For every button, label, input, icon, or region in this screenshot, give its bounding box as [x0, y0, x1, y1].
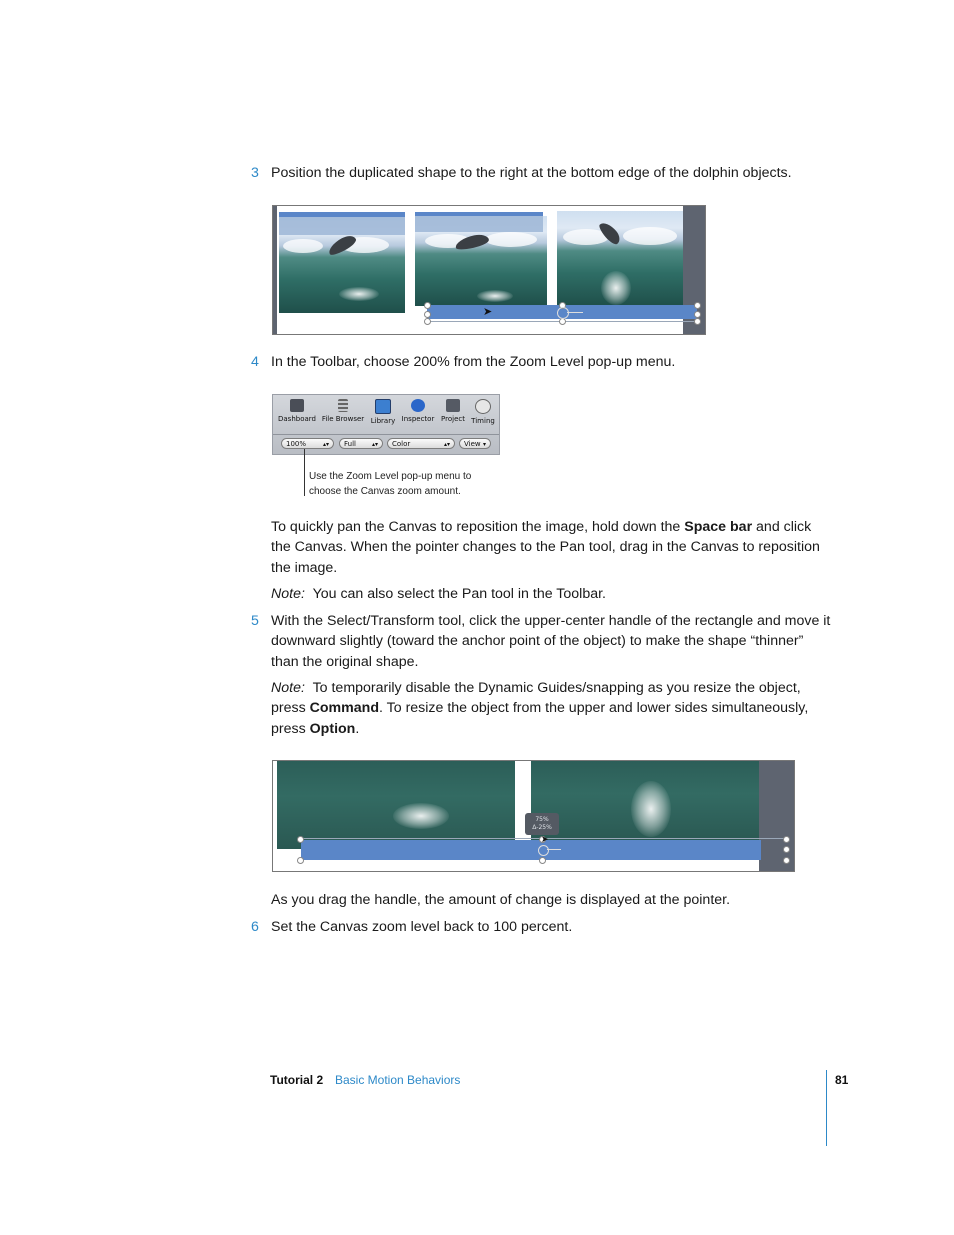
footer-chapter-label: Tutorial 2 [270, 1073, 324, 1087]
chevron-down-icon: ▾ [482, 441, 486, 448]
dolphin-frame [415, 216, 547, 306]
resize-tooltip: 75% Δ-25% [525, 813, 559, 835]
updown-arrow-icon: ▴▾ [371, 441, 378, 448]
project-icon [446, 399, 460, 412]
step-number: 4 [251, 354, 259, 370]
file-browser-icon [338, 399, 348, 412]
toolbar-item-file-browser[interactable]: File Browser [319, 399, 367, 423]
resolution-popup[interactable]: Full ▴▾ [339, 438, 383, 449]
resized-shape [301, 840, 761, 860]
toolbar-item-timing[interactable]: Timing [469, 399, 497, 425]
toolbar-item-inspector[interactable]: Inspector [399, 399, 437, 423]
zoomed-canvas-figure [272, 760, 795, 872]
toolbar-item-library[interactable]: Library [369, 399, 397, 425]
pointer-icon: ➤ [483, 306, 493, 318]
dolphin-canvas-figure [272, 205, 706, 335]
step-text: Position the duplicated shape to the right at the bottom edge of the dolphin objects. [271, 165, 792, 181]
updown-arrow-icon: ▴▾ [443, 441, 450, 448]
zoom-level-popup[interactable]: 100% ▴▾ [281, 438, 334, 449]
drag-paragraph: As you drag the handle, the amount of change is displayed at the pointer. [271, 892, 731, 908]
step-text: In the Toolbar, choose 200% from the Zoom Level pop-up menu. [271, 354, 676, 370]
step-number: 3 [251, 165, 259, 181]
dolphin-frame [279, 217, 405, 313]
timing-icon [475, 399, 491, 414]
inspector-icon [411, 399, 425, 412]
dolphin-frame [277, 761, 515, 849]
channels-popup[interactable]: Color ▴▾ [387, 438, 455, 449]
step-number: 6 [251, 919, 259, 935]
library-icon [375, 399, 391, 414]
step-text: Set the Canvas zoom level back to 100 percent. [271, 919, 573, 935]
view-popup[interactable]: View ▾ [459, 438, 491, 449]
callout-text: Use the Zoom Level pop-up menu to choose the Canvas zoom amount. [309, 471, 472, 497]
footer-chapter-title: Basic Motion Behaviors [335, 1073, 461, 1087]
dolphin-frame [557, 211, 683, 306]
motion-toolbar [272, 394, 500, 455]
toolbar-item-dashboard[interactable]: Dashboard [277, 399, 317, 423]
callout-line [304, 449, 305, 496]
pan-paragraph: To quickly pan the Canvas to reposition the image, hold down the Space bar and click the Canvas. When the pointer changes to the Pan tool, drag in the Canvas to reposition the image. [271, 519, 820, 576]
pointer-icon: ➤ [541, 834, 549, 844]
step-number: 5 [251, 613, 259, 629]
step-text: With the Select/Transform tool, click the upper-center handle of the rectangle and move it downward slightly (toward the anchor point of the object) to make the shape “thinner” than the original shape. [271, 613, 831, 670]
updown-arrow-icon: ▴▾ [322, 441, 329, 448]
note-snapping: Note: To temporarily disable the Dynamic Guides/snapping as you resize the object, press Command. To resize the object from the upper and lower sides simultaneously, press Option. [271, 680, 809, 737]
dashboard-icon [290, 399, 304, 412]
footer-divider [826, 1070, 827, 1146]
page-number: 81 [835, 1073, 849, 1087]
toolbar-item-project[interactable]: Project [439, 399, 467, 423]
dolphin-frame [531, 761, 759, 843]
note-pan-tool: Note: You can also select the Pan tool in the Toolbar. [271, 586, 606, 602]
